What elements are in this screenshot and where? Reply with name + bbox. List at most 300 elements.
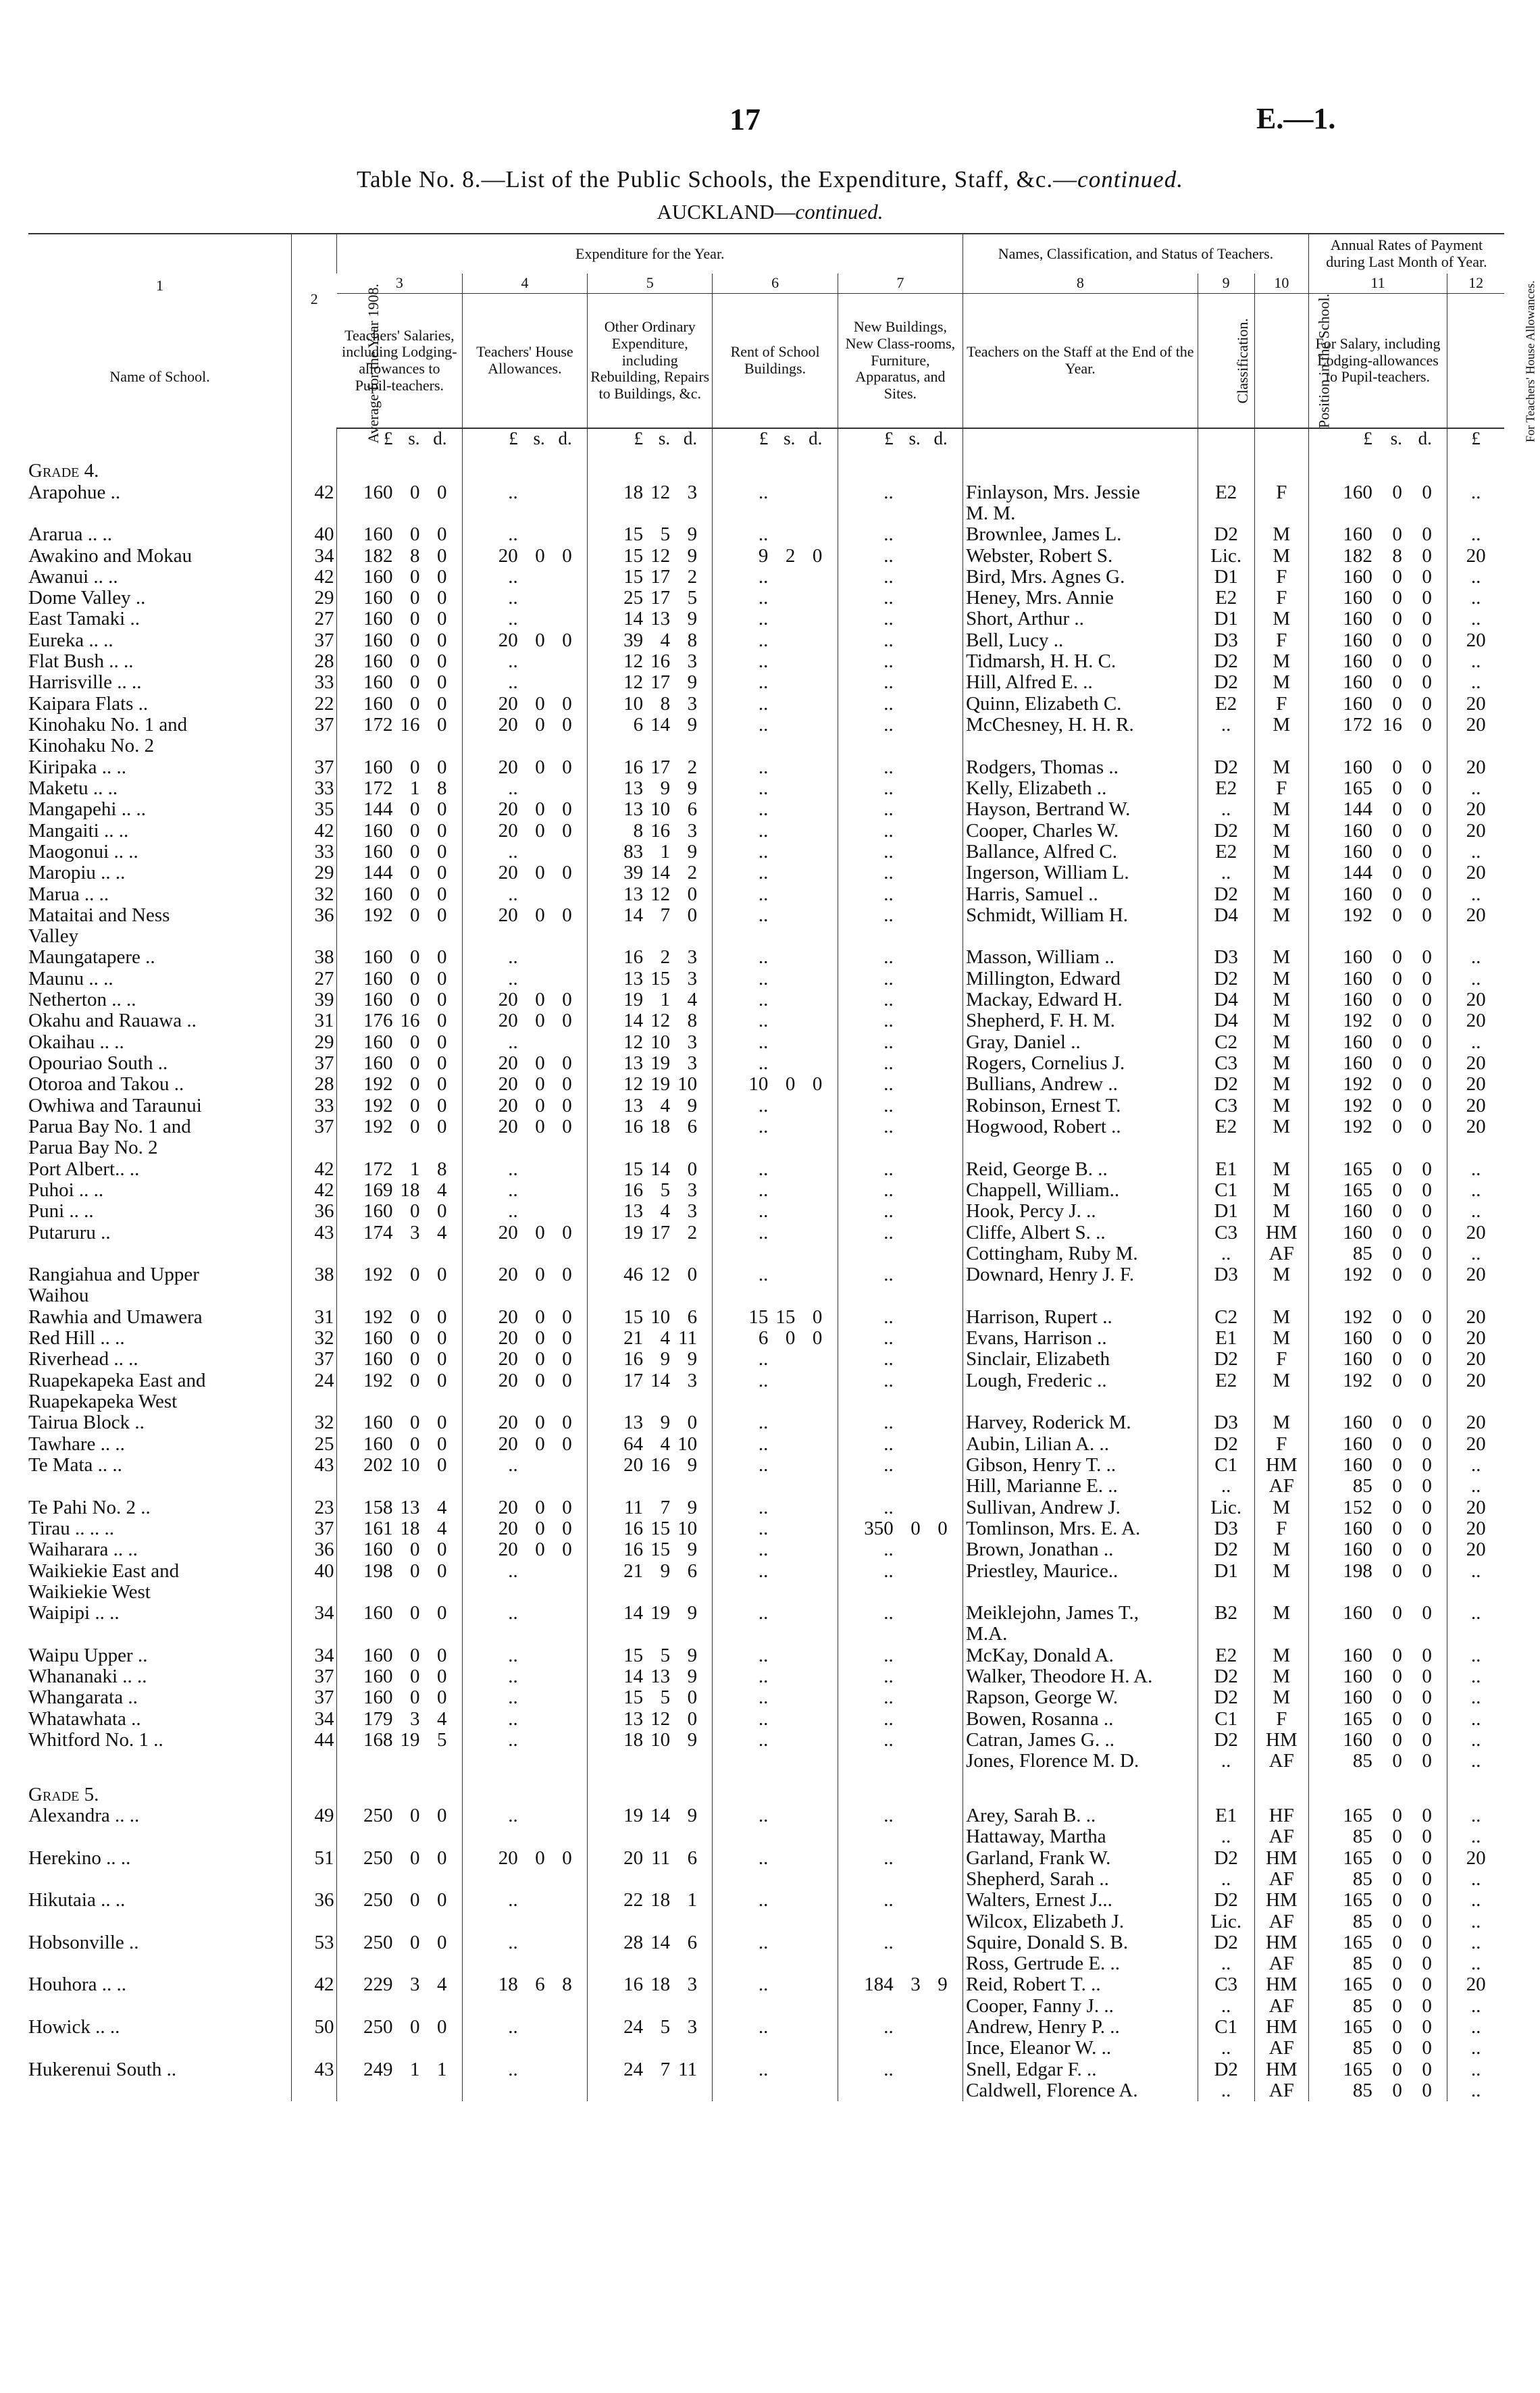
pounds: .. xyxy=(883,693,894,715)
pounds: 39 xyxy=(623,863,644,884)
amount-c4 xyxy=(462,1890,587,1911)
amount-c5 xyxy=(588,2059,713,2080)
pounds: .. xyxy=(508,1730,518,1751)
grade-heading-row xyxy=(28,1772,1504,1805)
shillings: 0 xyxy=(1392,1826,1402,1848)
amount-c5 xyxy=(588,715,713,736)
shillings: 0 xyxy=(1392,1306,1402,1328)
amount-c3 xyxy=(337,905,462,926)
amount-c5 xyxy=(588,503,713,524)
pence: 3 xyxy=(687,820,698,842)
pence: 0 xyxy=(1422,841,1432,863)
amount-c4 xyxy=(462,884,587,905)
pence: 0 xyxy=(1422,715,1432,736)
pence: 0 xyxy=(436,1116,447,1137)
amount-c5 xyxy=(588,1476,713,1497)
empty-cell xyxy=(713,1772,838,1805)
pounds: 160 xyxy=(363,841,393,863)
amount-c6 xyxy=(713,821,838,842)
pounds: .. xyxy=(508,1890,518,1911)
teacher-name: Millington, Edward xyxy=(963,969,1198,989)
pence: 0 xyxy=(1422,1974,1432,1996)
teacher-name: Downard, Henry J. F. xyxy=(963,1264,1198,1285)
amount-c6 xyxy=(713,926,838,947)
school-name: Waikiekie East and xyxy=(28,1560,180,1582)
pence: 0 xyxy=(562,629,572,651)
pence: 0 xyxy=(562,1539,572,1561)
amount-c4 xyxy=(462,1826,587,1847)
pounds: .. xyxy=(508,968,518,989)
salary-rate xyxy=(1308,1974,1447,1995)
pounds: 192 xyxy=(363,1370,393,1391)
pounds: .. xyxy=(883,1603,894,1624)
pence: 4 xyxy=(436,1179,447,1201)
pounds: 165 xyxy=(1343,2017,1372,2038)
salary-rate xyxy=(1308,1159,1447,1180)
amount-c7 xyxy=(838,2017,962,2038)
pence: 0 xyxy=(1422,1306,1432,1328)
amount-c3 xyxy=(337,1349,462,1370)
classification: .. xyxy=(1198,1476,1254,1497)
amount-c4 xyxy=(462,1201,587,1222)
shillings: 16 xyxy=(650,820,671,842)
pence: 0 xyxy=(1422,566,1432,588)
amount-c4 xyxy=(462,799,587,820)
shillings: 0 xyxy=(535,715,545,736)
classification: D2 xyxy=(1198,884,1254,905)
pounds: 16 xyxy=(623,1518,644,1539)
shillings: 0 xyxy=(409,968,420,989)
pence: 2 xyxy=(687,863,698,884)
pounds: 16 xyxy=(623,1974,644,1996)
shillings: 0 xyxy=(409,904,420,926)
classification: D2 xyxy=(1198,1848,1254,1869)
pounds: .. xyxy=(883,1349,894,1370)
school-name: Tairua Block .. xyxy=(28,1412,145,1434)
school-name: Waihou xyxy=(28,1285,89,1307)
house-allowance-rate xyxy=(1447,503,1504,524)
salary-rate xyxy=(1308,1996,1447,2017)
teacher-name: Catran, James G. .. xyxy=(963,1730,1198,1751)
classification: D2 xyxy=(1198,1539,1254,1560)
pence: 8 xyxy=(687,1010,698,1032)
pence: 0 xyxy=(1422,1222,1432,1243)
average-attendance: 25 xyxy=(292,1434,337,1455)
pounds: 13 xyxy=(623,968,644,989)
amount-c7 xyxy=(838,1137,962,1158)
pence: 0 xyxy=(1422,1328,1432,1349)
pence: 0 xyxy=(436,1847,447,1869)
col-num-6: 6 xyxy=(713,274,838,293)
house-allowance-rate: 20 xyxy=(1447,1349,1504,1370)
pence: 0 xyxy=(1422,651,1432,673)
pounds: 160 xyxy=(1343,1730,1372,1751)
average-attendance xyxy=(292,1137,337,1158)
salary-rate xyxy=(1308,1180,1447,1201)
classification: D1 xyxy=(1198,1561,1254,1582)
classification: .. xyxy=(1198,2080,1254,2101)
school-name: Rawhia and Umawera xyxy=(28,1306,203,1328)
shillings: 0 xyxy=(409,1328,420,1349)
table-row xyxy=(28,1890,1504,1911)
shillings: 0 xyxy=(409,1687,420,1709)
amount-c5 xyxy=(588,1137,713,1158)
position: M xyxy=(1254,989,1308,1010)
teacher-name: Aubin, Lilian A. .. xyxy=(963,1434,1198,1455)
amount-c6 xyxy=(713,884,838,905)
amount-c3 xyxy=(337,1539,462,1560)
average-attendance: 38 xyxy=(292,947,337,968)
amount-c4 xyxy=(462,1497,587,1518)
shillings: 0 xyxy=(1392,1805,1402,1826)
pence: 0 xyxy=(1422,1349,1432,1370)
amount-c5 xyxy=(588,1391,713,1412)
table-row xyxy=(28,1434,1504,1455)
amount-c5 xyxy=(588,1307,713,1328)
amount-c4 xyxy=(462,947,587,968)
pounds: .. xyxy=(883,1687,894,1709)
house-allowance-rate: 20 xyxy=(1447,1096,1504,1116)
pence: 0 xyxy=(562,989,572,1011)
salary-rate xyxy=(1308,1223,1447,1243)
amount-c4 xyxy=(462,1709,587,1730)
pounds: 192 xyxy=(1343,1010,1372,1032)
shillings: 0 xyxy=(409,1805,420,1826)
school-name: Valley xyxy=(28,926,79,948)
shillings: 15 xyxy=(650,1539,671,1561)
shillings: 11 xyxy=(651,1847,671,1869)
unit-shilling: s. xyxy=(784,428,796,449)
average-attendance: 43 xyxy=(292,1223,337,1243)
pence: 0 xyxy=(938,1518,948,1539)
shillings: 0 xyxy=(409,1560,420,1582)
house-allowance-rate: 20 xyxy=(1447,1053,1504,1074)
pence: 9 xyxy=(687,777,698,799)
pence: 0 xyxy=(812,1328,823,1349)
position: HM xyxy=(1254,2017,1308,2038)
school-name xyxy=(28,1996,292,2017)
pounds: 192 xyxy=(1343,1264,1372,1286)
pence: 0 xyxy=(436,1560,447,1582)
average-attendance xyxy=(292,1751,337,1772)
empty-cell xyxy=(713,448,838,482)
shillings: 0 xyxy=(409,588,420,609)
classification: .. xyxy=(1198,1953,1254,1974)
pounds: .. xyxy=(883,756,894,778)
shillings: 14 xyxy=(650,1370,671,1391)
amount-c4 xyxy=(462,1687,587,1708)
average-attendance: 43 xyxy=(292,2059,337,2080)
house-allowance-rate xyxy=(1447,926,1504,947)
teacher-name: Kelly, Elizabeth .. xyxy=(963,778,1198,799)
unit-pound: £ xyxy=(634,428,644,449)
amount-c3 xyxy=(337,1223,462,1243)
pence: 0 xyxy=(436,1454,447,1476)
average-attendance: 33 xyxy=(292,1096,337,1116)
pounds: 14 xyxy=(623,1010,644,1032)
classification: .. xyxy=(1198,799,1254,820)
pounds: 160 xyxy=(363,588,393,609)
shillings: 14 xyxy=(650,1158,671,1180)
pence: 1 xyxy=(436,2059,447,2080)
table-row xyxy=(28,799,1504,820)
shillings: 0 xyxy=(1392,1074,1402,1096)
pounds: .. xyxy=(508,651,518,673)
average-attendance: 37 xyxy=(292,1116,337,1137)
pence: 0 xyxy=(1422,1826,1432,1848)
teacher-name xyxy=(963,1391,1198,1412)
amount-c3 xyxy=(337,736,462,756)
shillings: 3 xyxy=(409,1708,420,1730)
pence: 0 xyxy=(436,841,447,863)
pounds: 160 xyxy=(1343,820,1372,842)
teacher-name: Gibson, Henry T. .. xyxy=(963,1455,1198,1476)
shillings: 0 xyxy=(1392,1095,1402,1116)
amount-c3 xyxy=(337,651,462,672)
pence: 0 xyxy=(562,715,572,736)
table-row xyxy=(28,2038,1504,2059)
pence: 0 xyxy=(436,820,447,842)
pounds: .. xyxy=(508,524,518,546)
pence: 0 xyxy=(1422,989,1432,1011)
pounds: .. xyxy=(883,1847,894,1869)
table-row xyxy=(28,630,1504,651)
salary-rate xyxy=(1308,969,1447,989)
amount-c7 xyxy=(838,1476,962,1497)
pounds: .. xyxy=(758,1053,769,1075)
amount-c4 xyxy=(462,1518,587,1539)
header-house-rate-label: For Teachers' House Allowances. xyxy=(1523,280,1537,442)
school-name xyxy=(28,503,292,524)
school-name: Waikiekie West xyxy=(28,1581,151,1603)
teacher-name: Gray, Daniel .. xyxy=(963,1032,1198,1053)
pounds: .. xyxy=(758,629,769,651)
col-num-12: 12 xyxy=(1447,274,1504,293)
table-row xyxy=(28,1096,1504,1116)
amount-c7 xyxy=(838,1053,962,1074)
salary-rate xyxy=(1308,2038,1447,2059)
pounds: 160 xyxy=(363,1666,393,1688)
pence: 0 xyxy=(436,1805,447,1826)
pounds: 20 xyxy=(498,799,518,821)
pounds: 6 xyxy=(758,1328,769,1349)
position: M xyxy=(1254,1116,1308,1137)
salary-rate xyxy=(1308,2059,1447,2080)
header-position xyxy=(1254,293,1333,428)
amount-c5 xyxy=(588,1010,713,1031)
amount-c5 xyxy=(588,1996,713,2017)
average-attendance: 29 xyxy=(292,863,337,883)
pence: 0 xyxy=(436,693,447,715)
header-average xyxy=(292,234,382,444)
amount-c7 xyxy=(838,651,962,672)
pounds: .. xyxy=(883,545,894,567)
shillings: 0 xyxy=(535,1095,545,1116)
amount-c6 xyxy=(713,1285,838,1306)
pounds: .. xyxy=(508,2017,518,2038)
school-name: Hobsonville .. xyxy=(28,1932,139,1953)
house-allowance-rate: 20 xyxy=(1447,1974,1504,1995)
salary-rate xyxy=(1308,1010,1447,1031)
amount-c3 xyxy=(337,1370,462,1391)
pence: 0 xyxy=(1422,1179,1432,1201)
pence: 3 xyxy=(687,1179,698,1201)
average-attendance: 37 xyxy=(292,1349,337,1370)
shillings: 0 xyxy=(409,799,420,821)
pounds: 160 xyxy=(363,1687,393,1709)
pounds: .. xyxy=(883,566,894,588)
pence: 0 xyxy=(687,1412,698,1434)
shillings: 0 xyxy=(409,672,420,694)
pounds: 39 xyxy=(623,629,644,651)
amount-c3 xyxy=(337,1869,462,1890)
average-attendance: 42 xyxy=(292,482,337,503)
shillings: 0 xyxy=(1392,1053,1402,1075)
position xyxy=(1254,1137,1308,1158)
col-num-11: 11 xyxy=(1308,274,1447,293)
pounds: 250 xyxy=(363,1932,393,1953)
amount-c4 xyxy=(462,1751,587,1772)
house-allowance-rate: .. xyxy=(1447,1201,1504,1222)
pounds: .. xyxy=(883,904,894,926)
pounds: 192 xyxy=(1343,1074,1372,1096)
average-attendance: 27 xyxy=(292,969,337,989)
house-allowance-rate: 20 xyxy=(1447,863,1504,883)
pence: 9 xyxy=(687,1095,698,1116)
teacher-name: Shepherd, Sarah .. xyxy=(963,1869,1198,1890)
average-attendance: 22 xyxy=(292,694,337,715)
pence: 0 xyxy=(1422,1010,1432,1032)
shillings: 8 xyxy=(409,545,420,567)
pence: 0 xyxy=(436,1687,447,1709)
position xyxy=(1254,1285,1308,1306)
salary-rate xyxy=(1308,567,1447,588)
pence: 0 xyxy=(1422,947,1432,969)
amount-c5 xyxy=(588,1412,713,1433)
average-attendance: 32 xyxy=(292,1328,337,1349)
salary-rate xyxy=(1308,715,1447,736)
pence: 3 xyxy=(687,2017,698,2038)
position: F xyxy=(1254,630,1308,651)
amount-c6 xyxy=(713,1582,838,1603)
unit-shilling: s. xyxy=(1390,428,1402,449)
shillings: 0 xyxy=(1392,799,1402,821)
amount-c3 xyxy=(337,1096,462,1116)
school-name: Putaruru .. xyxy=(28,1222,111,1243)
average-attendance: 53 xyxy=(292,1932,337,1953)
position: AF xyxy=(1254,1826,1308,1847)
pounds: .. xyxy=(758,1158,769,1180)
pounds: 160 xyxy=(363,1603,393,1624)
classification: D3 xyxy=(1198,1518,1254,1539)
house-allowance-rate: 20 xyxy=(1447,1328,1504,1349)
shillings: 0 xyxy=(1392,1264,1402,1286)
pence: 0 xyxy=(687,1158,698,1180)
pounds: 10 xyxy=(623,693,644,715)
pounds: .. xyxy=(508,1454,518,1476)
shillings: 0 xyxy=(785,1328,796,1349)
average-attendance: 39 xyxy=(292,989,337,1010)
pounds: 24 xyxy=(623,2017,644,2038)
shillings: 0 xyxy=(1392,756,1402,778)
amount-c6 xyxy=(713,1730,838,1751)
pounds: 172 xyxy=(1343,715,1372,736)
salary-rate xyxy=(1308,1032,1447,1053)
position: M xyxy=(1254,1539,1308,1560)
pence: 0 xyxy=(1422,1095,1432,1116)
pounds: 198 xyxy=(363,1560,393,1582)
average-attendance: 42 xyxy=(292,1974,337,1995)
school-name: Tirau .. .. .. xyxy=(28,1518,115,1539)
header-other-expenditure: Other Ordinary Expenditure, including Rebuilding, Repairs to Buildings, &c. xyxy=(588,293,713,428)
pence: 0 xyxy=(562,1518,572,1539)
unit-pence: d. xyxy=(933,428,948,449)
amount-c4 xyxy=(462,651,587,672)
pounds: 15 xyxy=(623,1158,644,1180)
amount-c4 xyxy=(462,989,587,1010)
pounds: .. xyxy=(758,609,769,630)
amount-c6 xyxy=(713,482,838,503)
teacher-name: Quinn, Elizabeth C. xyxy=(963,694,1198,715)
teacher-name: Hogwood, Robert .. xyxy=(963,1116,1198,1137)
amount-c6 xyxy=(713,863,838,883)
average-attendance xyxy=(292,736,337,756)
house-allowance-rate: .. xyxy=(1447,609,1504,629)
shillings: 0 xyxy=(409,609,420,630)
pence: 0 xyxy=(1422,1518,1432,1539)
shillings: 2 xyxy=(660,947,671,969)
position: M xyxy=(1254,821,1308,842)
amount-c6 xyxy=(713,1159,838,1180)
pounds: 20 xyxy=(498,1010,518,1032)
average-attendance xyxy=(292,926,337,947)
position: M xyxy=(1254,757,1308,778)
pence: 3 xyxy=(687,968,698,989)
school-name: Arapohue .. xyxy=(28,482,121,503)
amount-c7 xyxy=(838,947,962,968)
pounds: 16 xyxy=(623,756,644,778)
position: M xyxy=(1254,1603,1308,1624)
classification: D3 xyxy=(1198,1412,1254,1433)
pence: 9 xyxy=(687,1603,698,1624)
pounds: 160 xyxy=(1343,672,1372,694)
school-name xyxy=(28,1826,292,1847)
classification xyxy=(1198,736,1254,756)
teacher-name: Sinclair, Elizabeth xyxy=(963,1349,1198,1370)
pounds: 169 xyxy=(363,1179,393,1201)
house-allowance-rate: .. xyxy=(1447,1953,1504,1974)
salary-rate xyxy=(1308,1890,1447,1911)
house-allowance-rate: .. xyxy=(1447,1996,1504,2017)
header-salary-rate: For Salary, including Lodging-allowances to Pupil-teachers. xyxy=(1308,293,1447,428)
pounds: .. xyxy=(758,841,769,863)
salary-rate xyxy=(1308,609,1447,629)
pence: 0 xyxy=(436,1890,447,1911)
empty-cell xyxy=(337,1772,462,1805)
pence: 3 xyxy=(687,482,698,503)
amount-c7 xyxy=(838,821,962,842)
amount-c7 xyxy=(838,1953,962,1974)
pence: 9 xyxy=(687,1454,698,1476)
classification: D2 xyxy=(1198,1932,1254,1953)
pounds: .. xyxy=(508,482,518,503)
position: M xyxy=(1254,1180,1308,1201)
house-allowance-rate xyxy=(1447,1624,1504,1645)
pence: 0 xyxy=(436,1666,447,1688)
pence: 0 xyxy=(562,1497,572,1518)
position: AF xyxy=(1254,1476,1308,1497)
classification: Lic. xyxy=(1198,1497,1254,1518)
